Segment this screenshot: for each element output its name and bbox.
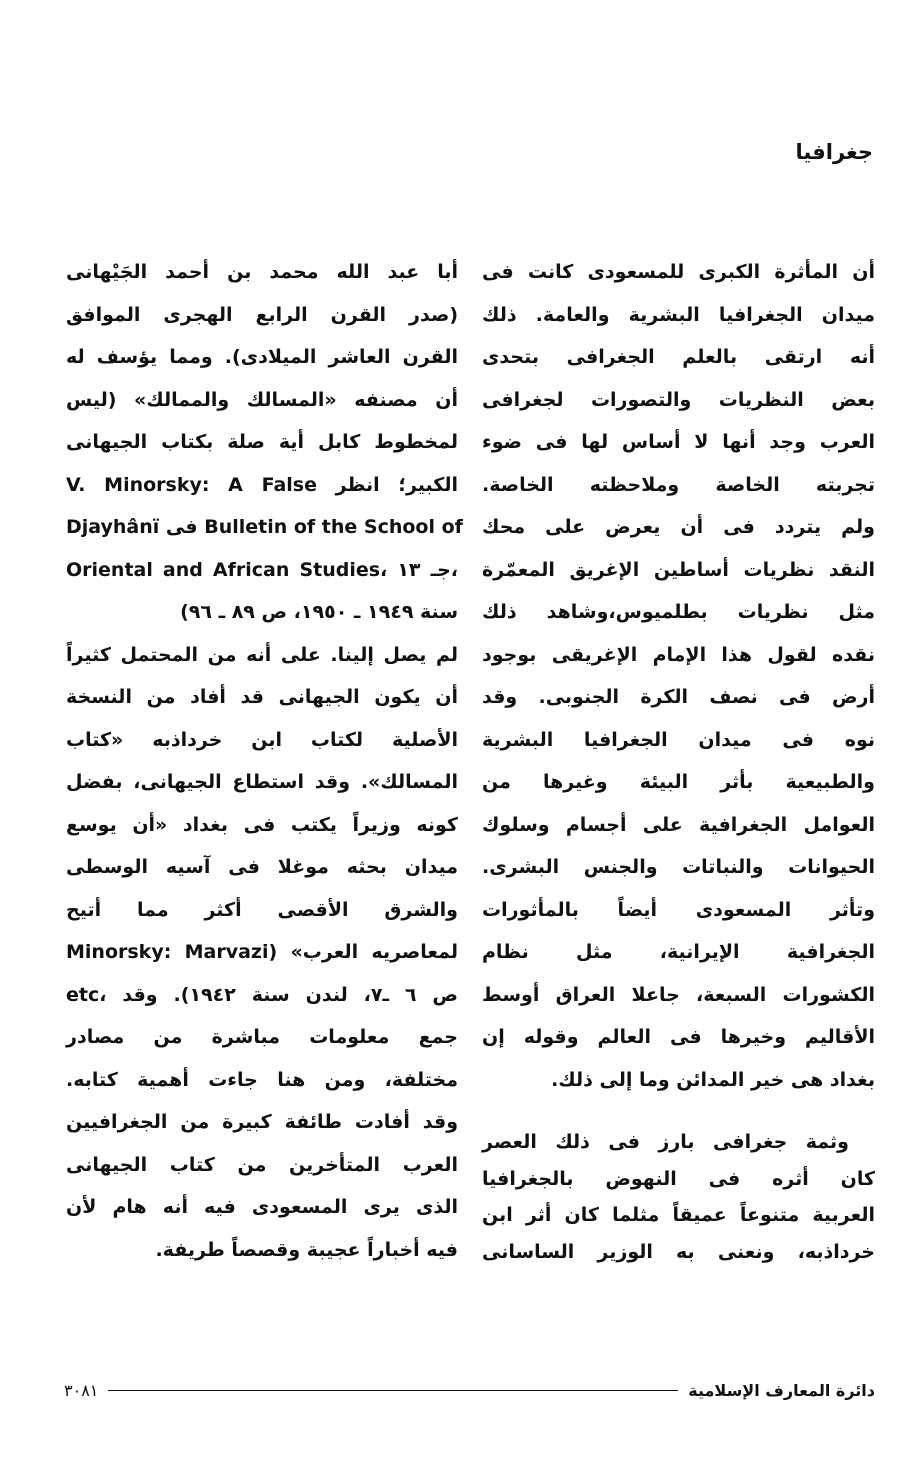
text-line: أن المأثرة الكبرى للمسعودى كانت فى <box>482 261 875 283</box>
text-line: لمعاصريه العرب» (Minorsky: Marvazi <box>66 941 458 963</box>
text-line: النقد نظريات أساطين الإغريق المعمّرة <box>482 558 875 581</box>
text-line: لمخطوط كابل أية صلة بكتاب الجيهانى <box>66 431 458 453</box>
text-line: الكبير؛ انظر V. Minorsky: A False <box>66 473 458 496</box>
footer-title: دائرة المعارف الإسلامية <box>688 1380 875 1400</box>
text-line: وتأثر المسعودى أيضاً بالمأثورات <box>482 898 875 921</box>
text-line: أن مصنفه «المسالك والممالك» (ليس <box>66 388 458 411</box>
text-line: مختلفة، ومن هنا جاءت أهمية كتابه. <box>66 1068 458 1091</box>
text-line: ميدان بحثه موغلا فى آسيه الوسطى <box>66 856 458 878</box>
text-line: نقده لقول هذا الإمام الإغريقى بوجود <box>482 643 875 666</box>
running-header: جغرافيا <box>795 140 873 164</box>
page-footer <box>64 1378 875 1402</box>
paragraph <box>482 1125 875 1272</box>
text-line: والشرق الأقصى أكثر مما أتيح <box>66 898 458 921</box>
text-line: العرب وجد أنها لا أساس لها فى ضوء <box>482 431 875 453</box>
text-line: بعض النظريات والتصورات لجغرافى <box>482 388 875 411</box>
text-line: الأصلية لكتاب ابن خرداذبه «كتاب <box>66 728 458 751</box>
right-column <box>482 255 875 1272</box>
text-line: خرداذبه، ونعنى به الوزير الساسانى <box>482 1241 875 1264</box>
text-line: وقد أفادت طائفة كبيرة من الجغرافيين <box>66 1111 458 1133</box>
footer-rule <box>108 1390 678 1391</box>
text-line: كونه وزيراً يكتب فى بغداد «أن يوسع <box>66 813 458 836</box>
text-line: أبا عبد الله محمد بن أحمد الجَيْهانى <box>66 261 458 283</box>
text-line: ولم يتردد فى أن يعرض على محك <box>482 516 875 538</box>
text-line: جمع معلومات مباشرة من مصادر <box>66 1026 458 1048</box>
text-line: سنة ١٩٤٩ ـ ١٩٥٠، ص ٨٩ ـ ٩٦) <box>180 601 458 623</box>
text-line: الحيوانات والنباتات والجنس البشرى. <box>482 856 875 878</box>
text-line: Oriental and African Studies، جـ ١٣، <box>66 558 458 581</box>
text-line: وثمة جغرافى بارز فى ذلك العصر <box>482 1131 849 1153</box>
text-line: لم يصل إلينا. على أنه من المحتمل كثيراً <box>66 643 458 666</box>
text-line: الجغرافية الإيرانية، مثل نظام <box>482 941 875 963</box>
text-line: نوه فى ميدان الجغرافيا البشرية <box>482 728 875 751</box>
text-line: أن يكون الجيهانى قد أفاد من النسخة <box>66 686 458 708</box>
text-line: كان أثره فى النهوض بالجغرافيا <box>482 1167 875 1190</box>
text-line: فيه أخباراً عجيبة وقصصاً طريفة. <box>155 1238 458 1261</box>
text-line: (صدر القرن الرابع الهجرى الموافق <box>66 303 458 326</box>
text-line: العوامل الجغرافية على أجسام وسلوك <box>482 813 875 836</box>
text-line: العرب المتأخرين من كتاب الجيهانى <box>66 1153 458 1176</box>
text-line: Djayhânï فى Bulletin of the School of <box>66 516 463 538</box>
text-line: etc، ص ٦ ـ٧، لندن سنة ١٩٤٢). وقد <box>66 983 458 1006</box>
page-number: ٣٠٨١ <box>64 1380 99 1400</box>
text-line: أنه ارتقى بالعلم الجغرافى بتحدى <box>482 346 875 368</box>
text-line: ميدان الجغرافيا البشرية والعامة. ذلك <box>482 303 875 326</box>
text-line: الذى يرى المسعودى فيه أنه هام لأن <box>66 1196 458 1218</box>
paragraph <box>482 255 875 1105</box>
text-line: والطبيعية بأثر البيئة وغيرها من <box>482 771 875 793</box>
text-line: تجربته الخاصة وملاحظته الخاصة. <box>482 473 875 496</box>
text-line: مثل نظريات بطلميوس،وشاهد ذلك <box>482 601 875 623</box>
text-line: أرض فى نصف الكرة الجنوبى. وقد <box>482 686 875 708</box>
text-line: الأقاليم وخيرها فى العالم وقوله إن <box>482 1026 875 1048</box>
left-column <box>66 255 463 1275</box>
text-line: الكشورات السبعة، جاعلا العراق أوسط <box>482 983 875 1006</box>
text-line: العربية متنوعاً عميقاً مثلما كان أثر ابن <box>482 1204 875 1227</box>
text-line: القرن العاشر الميلادى). ومما يؤسف له <box>66 346 458 368</box>
text-line: المسالك». وقد استطاع الجيهانى، بفضل <box>66 771 458 793</box>
text-line: بغداد هى خير المدائن وما إلى ذلك. <box>551 1068 875 1091</box>
